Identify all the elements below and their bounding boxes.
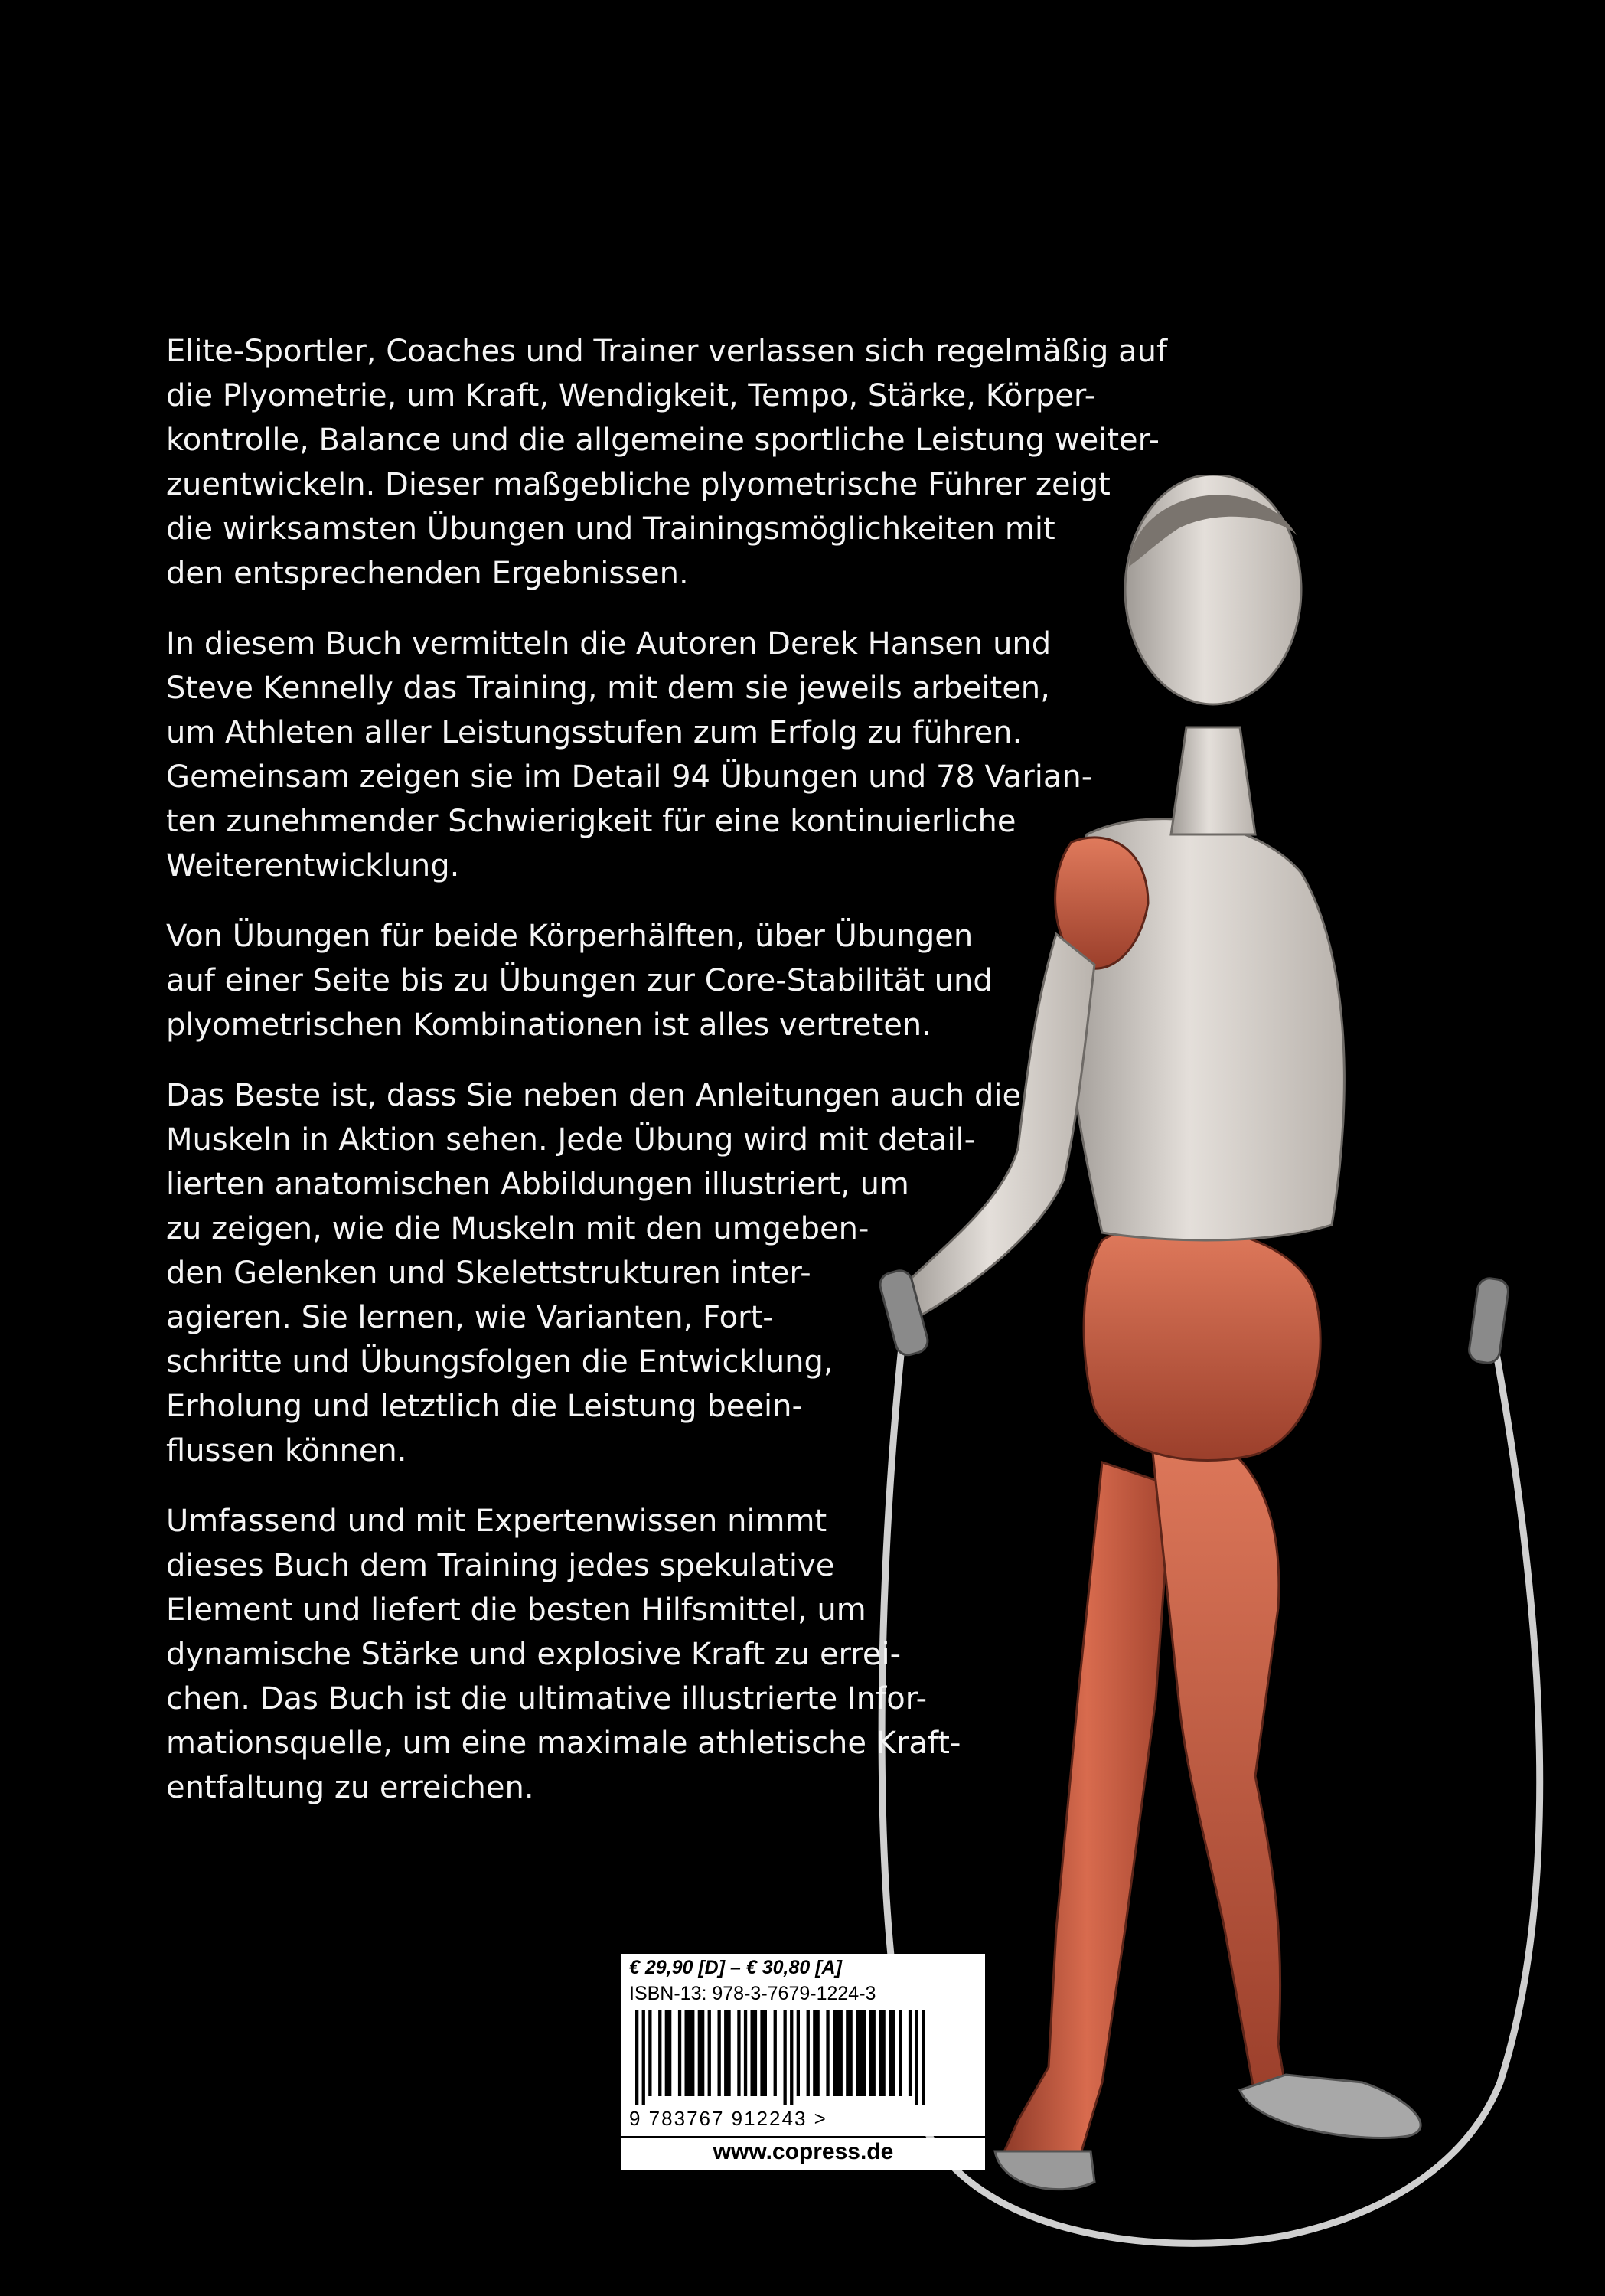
blurb-line: In diesem Buch vermitteln die Autoren Derek Hansen und — [166, 626, 1052, 661]
barcode-bar — [635, 2010, 638, 2105]
barcode-digits: 9 783767 912243 > — [629, 2107, 827, 2130]
blurb-line: chen. Das Buch ist die ultimative illustrierte Infor- — [166, 1681, 928, 1716]
blurb-line: plyometrischen Kombinationen ist alles vertreten. — [166, 1008, 931, 1043]
blurb-line: Muskeln in Aktion sehen. Jede Übung wird mit detail- — [166, 1122, 976, 1158]
blurb-line: auf einer Seite bis zu Übungen zur Core-Stabilität und — [166, 963, 993, 998]
blurb-paragraph — [166, 622, 1176, 888]
barcode-bar — [751, 2010, 758, 2096]
barcode-bar — [797, 2010, 800, 2096]
blurb-line: den Gelenken und Skelettstrukturen inter- — [166, 1256, 811, 1291]
blurb-line: Steve Kennelly das Training, mit dem sie jeweils arbeiten, — [166, 671, 1050, 706]
barcode-bar — [648, 2010, 651, 2096]
blurb-line: lierten anatomischen Abbildungen illustriert, um — [166, 1167, 909, 1202]
barcode-bar — [642, 2010, 645, 2105]
barcode-bar — [658, 2010, 661, 2096]
barcode-bar — [698, 2010, 705, 2096]
barcode-bar — [774, 2010, 777, 2096]
barcode-bar — [915, 2010, 918, 2105]
barcode-bar — [744, 2010, 747, 2096]
barcode-bar — [708, 2010, 711, 2096]
blurb-paragraph — [166, 1073, 1176, 1473]
blurb-line: die Plyometrie, um Kraft, Wendigkeit, Tempo, Stärke, Körper- — [166, 378, 1096, 413]
blurb-line: Weiterentwicklung. — [166, 848, 460, 883]
blurb-paragraph — [166, 1499, 1176, 1810]
back-shoe — [995, 2151, 1094, 2190]
blurb-line: die wirksamsten Übungen und Trainingsmöglichkeiten mit — [166, 511, 1055, 547]
blurb-line: entfaltung zu erreichen. — [166, 1770, 534, 1805]
barcode-bars — [632, 2010, 973, 2105]
barcode-bar — [922, 2010, 925, 2105]
neck — [1171, 727, 1255, 834]
barcode-bar — [685, 2010, 695, 2096]
blurb-line: Das Beste ist, dass Sie neben den Anleitungen auch die — [166, 1078, 1022, 1113]
publisher-website-bar — [621, 2138, 985, 2170]
barcode-bar — [826, 2010, 829, 2096]
blurb-line: zu zeigen, wie die Muskeln mit den umgeben- — [166, 1211, 869, 1246]
isbn-label: ISBN-13: 978-3-7679-1224-3 — [629, 1983, 876, 2004]
barcode-bar — [899, 2010, 902, 2096]
blurb-line: Gemeinsam zeigen sie im Detail 94 Übungen und 78 Varian- — [166, 759, 1093, 795]
blurb-line: zuentwickeln. Dieser maßgebliche plyometrische Führer zeigt — [166, 467, 1111, 502]
barcode-bar — [760, 2010, 767, 2096]
blurb-line: Erholung und letztlich die Leistung beein- — [166, 1389, 803, 1424]
blurb-line: mationsquelle, um eine maximale athletische Kraft- — [166, 1726, 961, 1761]
barcode-bar — [807, 2010, 810, 2096]
barcode-bar — [889, 2010, 895, 2096]
barcode-bar — [833, 2010, 843, 2096]
barcode-bar — [737, 2010, 740, 2096]
barcode-bar — [813, 2010, 820, 2096]
blurb-line: schritte und Übungsfolgen die Entwicklung, — [166, 1344, 833, 1380]
barcode-bar — [846, 2010, 853, 2096]
publisher-website: www.copress.de — [713, 2139, 894, 2164]
blurb-line: agieren. Sie lernen, wie Varianten, Fort- — [166, 1300, 774, 1335]
barcode-bar — [718, 2010, 721, 2096]
blurb-line: Elite-Sportler, Coaches und Trainer verlassen sich regelmäßig auf — [166, 334, 1168, 369]
blurb-line: ten zunehmender Schwierigkeit für eine kontinuierliche — [166, 804, 1016, 839]
front-shoe — [1240, 2075, 1421, 2138]
rope-handle-right — [1468, 1277, 1510, 1364]
barcode-bar — [856, 2010, 866, 2096]
blurb-paragraph — [166, 329, 1176, 596]
blurb-line: um Athleten aller Leistungsstufen zum Erfolg zu führen. — [166, 715, 1023, 750]
barcode-bar — [790, 2010, 793, 2105]
blurb-text — [166, 329, 1176, 1836]
blurb-line: dieses Buch dem Training jedes spekulative — [166, 1548, 835, 1583]
barcode-bar — [678, 2010, 681, 2096]
barcode-bar — [784, 2010, 787, 2105]
blurb-line: flussen können. — [166, 1433, 407, 1468]
blurb-line: Umfassend und mit Expertenwissen nimmt — [166, 1504, 827, 1539]
barcode-bar — [665, 2010, 672, 2096]
blurb-line: kontrolle, Balance und die allgemeine sportliche Leistung weiter- — [166, 423, 1160, 458]
blurb-line: Element und liefert die besten Hilfsmittel, um — [166, 1592, 866, 1628]
barcode-bar — [909, 2010, 912, 2096]
blurb-paragraph — [166, 914, 1176, 1047]
barcode-bar — [879, 2010, 886, 2096]
barcode-bar — [724, 2010, 731, 2096]
blurb-line: den entsprechenden Ergebnissen. — [166, 556, 689, 591]
barcode-box — [621, 1954, 985, 2136]
price-label: € 29,90 [D] – € 30,80 [A] — [629, 1957, 842, 1978]
barcode-bar — [869, 2010, 876, 2096]
blurb-line: dynamische Stärke und explosive Kraft zu errei- — [166, 1637, 902, 1672]
blurb-line: Von Übungen für beide Körperhälften, über Übungen — [166, 919, 974, 954]
